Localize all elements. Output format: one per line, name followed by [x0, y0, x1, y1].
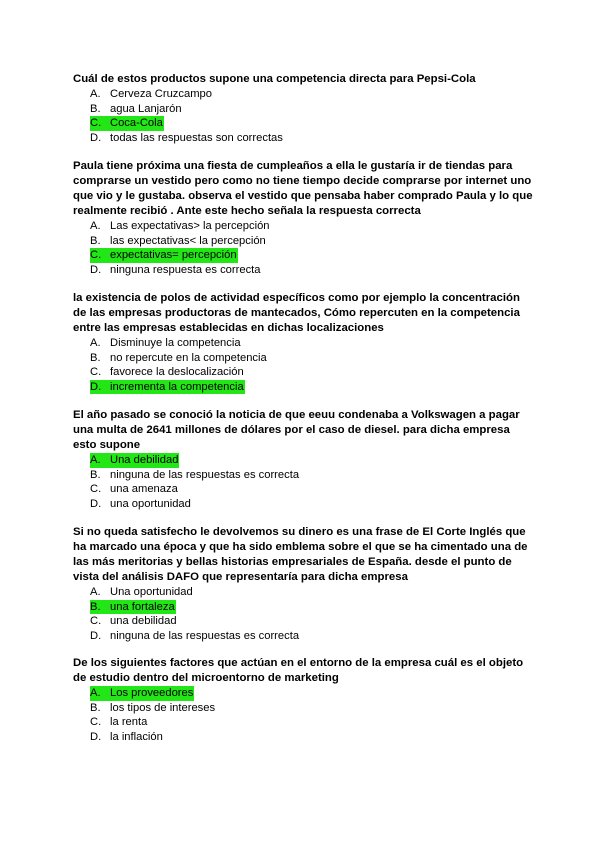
question-text: De los siguientes factores que actúan en el entorno de la empresa cuál es el objeto de estudio dentro del microentorno de marketing: [73, 657, 524, 684]
question-2: [73, 159, 533, 277]
option-c: [90, 116, 533, 131]
question-5: [73, 525, 533, 643]
option-letter: A.: [90, 220, 101, 232]
option-b: [90, 234, 533, 249]
option-a: [90, 87, 533, 102]
option-d: [90, 629, 533, 644]
option-label: Cerveza Cruzcampo: [110, 88, 212, 100]
option-label: ninguna respuesta es correcta: [110, 263, 261, 276]
option-letter: D.: [90, 730, 102, 743]
option-letter: B.: [90, 351, 101, 364]
option-label: la inflación: [110, 730, 163, 743]
option-label: una oportunidad: [110, 497, 191, 510]
option-d: [90, 131, 533, 146]
option-letter: B.: [90, 600, 101, 613]
option-label: una fortaleza: [110, 600, 175, 613]
options-list: [73, 219, 533, 277]
option-a: [90, 585, 533, 600]
correct-answer-highlight: [90, 686, 194, 701]
option-letter: D.: [90, 380, 102, 393]
option-label: Las expectativas> la percepción: [110, 220, 270, 232]
option-letter: C.: [90, 117, 102, 130]
option-b: [90, 468, 533, 483]
option-label: Una debilidad: [110, 454, 179, 466]
option-label: favorece la deslocalización: [110, 366, 244, 379]
correct-answer-highlight: [90, 248, 238, 263]
option-letter: B.: [90, 234, 101, 247]
option-letter: B.: [90, 701, 101, 714]
option-a: [90, 686, 533, 701]
question-text: Si no queda satisfecho le devolvemos su dinero es una frase de El Corte Inglés que ha marcado una época y que ha sido emblema sobre el que se ha cimentado una de las más meritorias y bellas historias empresariales de España. desde el punto de vista del análisis DAFO que representaría para dicha empresa: [73, 526, 528, 583]
option-label: Coca-Cola: [110, 117, 163, 130]
option-b: [90, 600, 533, 615]
option-label: Disminuye la competencia: [110, 337, 241, 349]
correct-answer-highlight: [90, 600, 176, 615]
option-letter: D.: [90, 629, 102, 642]
option-letter: C.: [90, 249, 102, 262]
option-label: Una oportunidad: [110, 586, 193, 598]
option-d: [90, 380, 533, 395]
option-letter: D.: [90, 497, 102, 510]
option-label: las expectativas< la percepción: [110, 234, 266, 247]
option-b: [90, 701, 533, 716]
options-list: [73, 585, 533, 643]
option-label: la renta: [110, 716, 148, 729]
option-label: incrementa la competencia: [110, 380, 244, 393]
correct-answer-highlight: [90, 453, 179, 468]
option-label: todas las respuestas son correctas: [110, 131, 283, 144]
option-b: [90, 351, 533, 366]
option-letter: C.: [90, 615, 102, 628]
question-text: Paula tiene próxima una fiesta de cumpleaños a ella le gustaría ir de tiendas para comprarse un vestido pero como no tiene tiempo decide comprarse por internet uno que vio y le gustaba. observa el vestido que pensaba haber comprado Paula y lo que realmente recibió . Ante este hecho señala la respuesta correcta: [73, 160, 533, 217]
question-1: [73, 72, 533, 145]
option-letter: C.: [90, 716, 102, 729]
option-d: [90, 263, 533, 278]
option-d: [90, 497, 533, 512]
option-a: [90, 453, 533, 468]
option-letter: A.: [90, 337, 101, 349]
option-label: ninguna de las respuestas es correcta: [110, 468, 300, 481]
option-c: [90, 248, 533, 263]
option-letter: B.: [90, 102, 101, 115]
option-letter: A.: [90, 586, 101, 598]
option-letter: D.: [90, 131, 102, 144]
question-text: El año pasado se conoció la noticia de que eeuu condenaba a Volkswagen a pagar una multa de 2641 millones de dólares por el caso de diesel. para dicha empresa esto supone: [73, 409, 520, 451]
option-label: una amenaza: [110, 483, 178, 496]
option-letter: A.: [90, 454, 101, 466]
option-letter: A.: [90, 687, 101, 699]
question-text: Cuál de estos productos supone una competencia directa para Pepsi-Cola: [73, 73, 476, 85]
option-c: [90, 715, 533, 730]
option-label: una debilidad: [110, 615, 177, 628]
options-list: [73, 336, 533, 394]
options-list: [73, 87, 533, 145]
option-label: Los proveedores: [110, 687, 194, 699]
option-b: [90, 102, 533, 117]
question-6: [73, 656, 533, 744]
option-label: expectativas= percepción: [110, 249, 237, 262]
option-d: [90, 730, 533, 745]
option-letter: D.: [90, 263, 102, 276]
option-c: [90, 614, 533, 629]
option-label: los tipos de intereses: [110, 701, 216, 714]
option-c: [90, 482, 533, 497]
option-label: no repercute en la competencia: [110, 351, 267, 364]
option-label: agua Lanjarón: [110, 102, 182, 115]
options-list: [73, 453, 533, 511]
option-label: ninguna de las respuestas es correcta: [110, 629, 300, 642]
option-letter: C.: [90, 483, 102, 496]
question-3: [73, 291, 533, 394]
question-text: la existencia de polos de actividad específicos como por ejemplo la concentración de las empresas productoras de mantecados, Cómo repercuten en la competencia entre las empresas establecidas en dichas localizaciones: [73, 292, 520, 334]
option-letter: A.: [90, 88, 101, 100]
question-4: [73, 408, 533, 511]
option-a: [90, 219, 533, 234]
correct-answer-highlight: [90, 380, 245, 395]
option-letter: B.: [90, 468, 101, 481]
option-a: [90, 336, 533, 351]
option-letter: C.: [90, 366, 102, 379]
correct-answer-highlight: [90, 116, 164, 131]
options-list: [73, 686, 533, 744]
option-c: [90, 365, 533, 380]
